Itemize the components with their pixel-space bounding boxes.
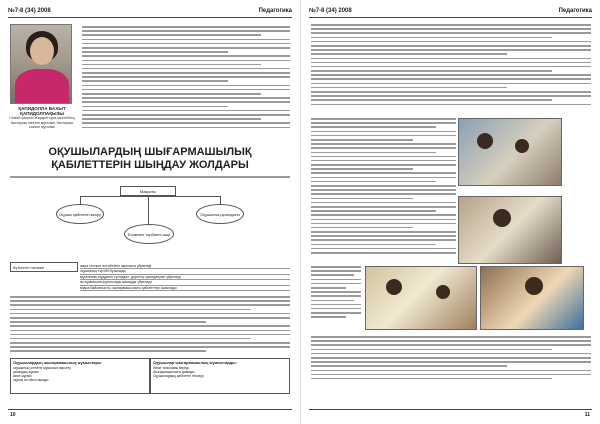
list-item: жаңа стильге енгізбейтін ақысатса үйренеді xyxy=(80,264,290,269)
lead-text xyxy=(10,176,290,180)
diagram-education-oval: Білімнен тәрбиені ашу xyxy=(124,224,174,244)
author-caption xyxy=(6,106,78,130)
intro-text xyxy=(82,26,290,131)
table-row: жеке жұмыс xyxy=(13,374,32,378)
page-number: 11 xyxy=(584,412,590,418)
article-title: ОҚУШЫЛАРДЫҢ ШЫҒАРМАШЫЛЫҚ ҚАБІЛЕТТЕРІН ШЫҢДАУ ЖОЛДАРЫ xyxy=(48,146,252,171)
right-body-text xyxy=(311,24,591,108)
classroom-photo-2 xyxy=(458,196,562,264)
left-footer-rule xyxy=(8,409,292,410)
right-side-text xyxy=(311,266,361,320)
list-item: мұғалімнің мүддесін түсіндіріп, дәрістің орындалуын үйренеді xyxy=(80,275,290,280)
expected-results-label: Күтілетін нәтиже xyxy=(10,262,78,272)
right-bottom-text xyxy=(311,336,591,382)
table-row: ұжымдық жұмыс xyxy=(13,370,39,374)
section-name: Педагогика xyxy=(558,7,592,14)
issue-number: №7-8 (34) 2008 xyxy=(309,7,352,14)
table-row: Оқушылардың қабілетін тексеру xyxy=(153,374,204,378)
issue-number: №7-8 (34) 2008 xyxy=(8,7,51,14)
body-text xyxy=(10,296,290,355)
classroom-photo-1 xyxy=(458,118,562,186)
right-header xyxy=(309,4,592,18)
list-item: өз жұмысына қорытынды жасауды үйренеді xyxy=(80,280,290,285)
table-row: оқушының істейтін жұмысын көрсету xyxy=(13,366,71,370)
author-name: ҚАПИДОЛЛА БАХЫТ ҚАПИДОЛЛАҚЫЗЫ xyxy=(18,106,66,116)
table-title: Оқушылар шығармашылық жұмыстарды: xyxy=(153,360,237,365)
expected-results-list xyxy=(80,264,290,291)
right-footer-rule xyxy=(309,409,592,410)
diagram-goal-box: Мақсаты xyxy=(120,186,176,196)
table-row: Жеке тапсырма береді xyxy=(153,366,189,370)
classroom-photo-4 xyxy=(480,266,584,330)
author-role: Семей қаласы Жарқын орта мектебінің бастауыш мектеп мұғалімі, бастауыш сынып мұғалімі xyxy=(9,116,75,130)
section-name: Педагогика xyxy=(258,7,292,14)
table-row: оқушы өз ойын ашады xyxy=(13,378,49,382)
diagram-imagination-oval: Оқушының қиялдығы xyxy=(196,204,244,224)
left-header xyxy=(8,4,292,18)
page-number: 10 xyxy=(10,412,16,418)
right-column-text xyxy=(311,118,456,256)
list-item: оқушының тәртібі бұзылады xyxy=(80,269,290,274)
list-item: өзара байланысты, шығармашылығы қабілеттері ашылады xyxy=(80,286,290,291)
creative-work-table-right xyxy=(150,358,290,394)
classroom-photo-3 xyxy=(365,266,477,330)
table-title: Оқушылардың шығармашылық жұмыстары xyxy=(13,360,102,365)
creative-work-table-left xyxy=(10,358,150,394)
author-photo xyxy=(10,24,72,104)
diagram-ability-oval: Оқушы қабілетін көору xyxy=(56,204,104,224)
table-row: Шығармашылығы дамиды xyxy=(153,370,195,374)
